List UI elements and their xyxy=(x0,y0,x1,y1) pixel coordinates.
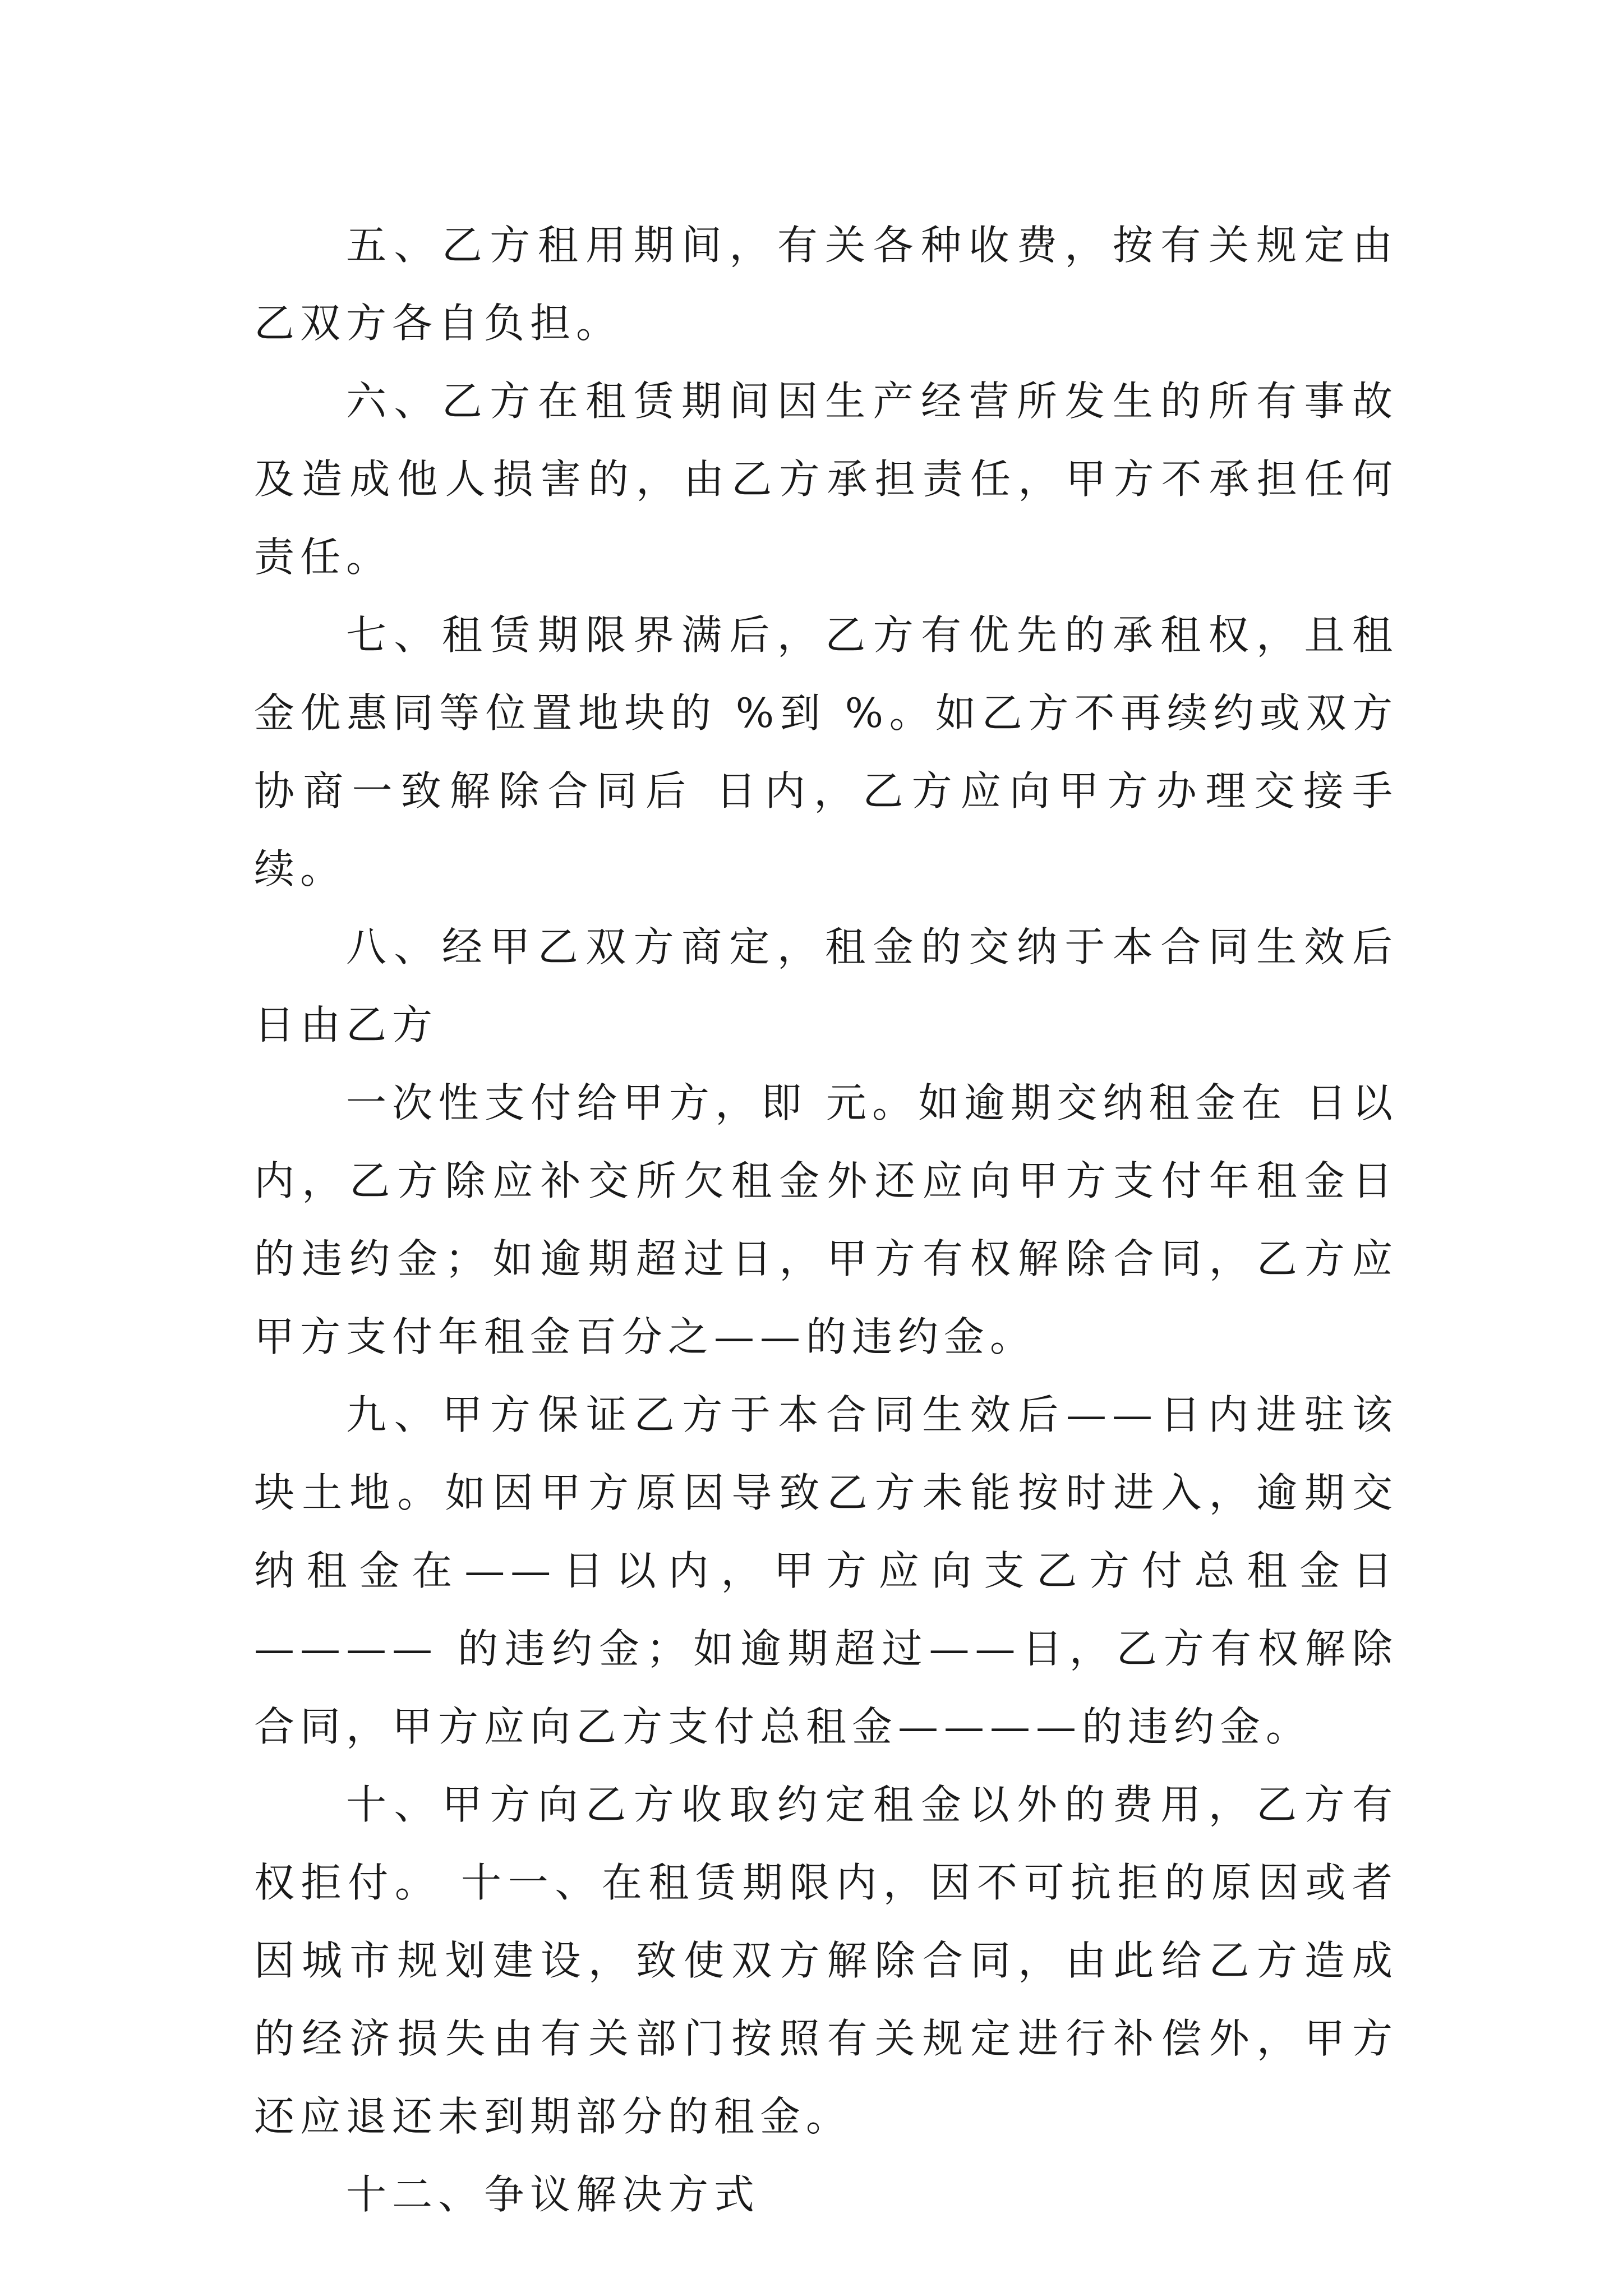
paragraph-10-11-fees-termination: 十、甲方向乙方收取约定租金以外的费用，乙方有权拒付。 十一、在租赁期限内，因不可抗拒的原因或者因城市规划建设，致使双方解除合同，由此给乙方造成的经济损失由有关部门按照有关规定进行补偿外，甲方还应退还未到期部分的租金。 xyxy=(254,1781,1398,2140)
paragraph-12-dispute-heading: 十二、争议解决方式 xyxy=(346,2171,760,2218)
paragraph-6-liability: 六、乙方在租赁期间因生产经营所发生的所有事故及造成他人损害的，由乙方承担责任，甲方不承担任何责任。 xyxy=(254,378,1398,581)
paragraph-8-rent-payment: 八、经甲乙双方商定，租金的交纳于本合同生效后 日由乙方 xyxy=(254,923,1398,1048)
paragraph-9-entry: 九、甲方保证乙方于本合同生效后——日内进驻该块土地。如因甲方原因导致乙方未能按时进入，逾期交纳租金在——日以内，甲方应向支乙方付总租金日———— 的违约金；如逾期超过——日，乙方有权解除合同，甲方应向乙方支付总租金————的违约金。 xyxy=(254,1391,1398,1750)
paragraph-7-renewal: 七、租赁期限界满后，乙方有优先的承租权，且租金优惠同等位置地块的 %到 %。如乙方不再续约或双方协商一致解除合同后 日内，乙方应向甲方办理交接手续。 xyxy=(254,611,1398,892)
contract-body xyxy=(254,206,1398,2234)
paragraph-8-continued: 一次性支付给甲方，即 元。如逾期交纳租金在 日以内，乙方除应补交所欠租金外还应向甲方支付年租金日的违约金；如逾期超过日，甲方有权解除合同，乙方应甲方支付年租金百分之——的违约金。 xyxy=(254,1079,1398,1360)
paragraph-5-fees: 五、乙方租用期间，有关各种收费，按有关规定由乙双方各自负担。 xyxy=(254,222,1398,347)
